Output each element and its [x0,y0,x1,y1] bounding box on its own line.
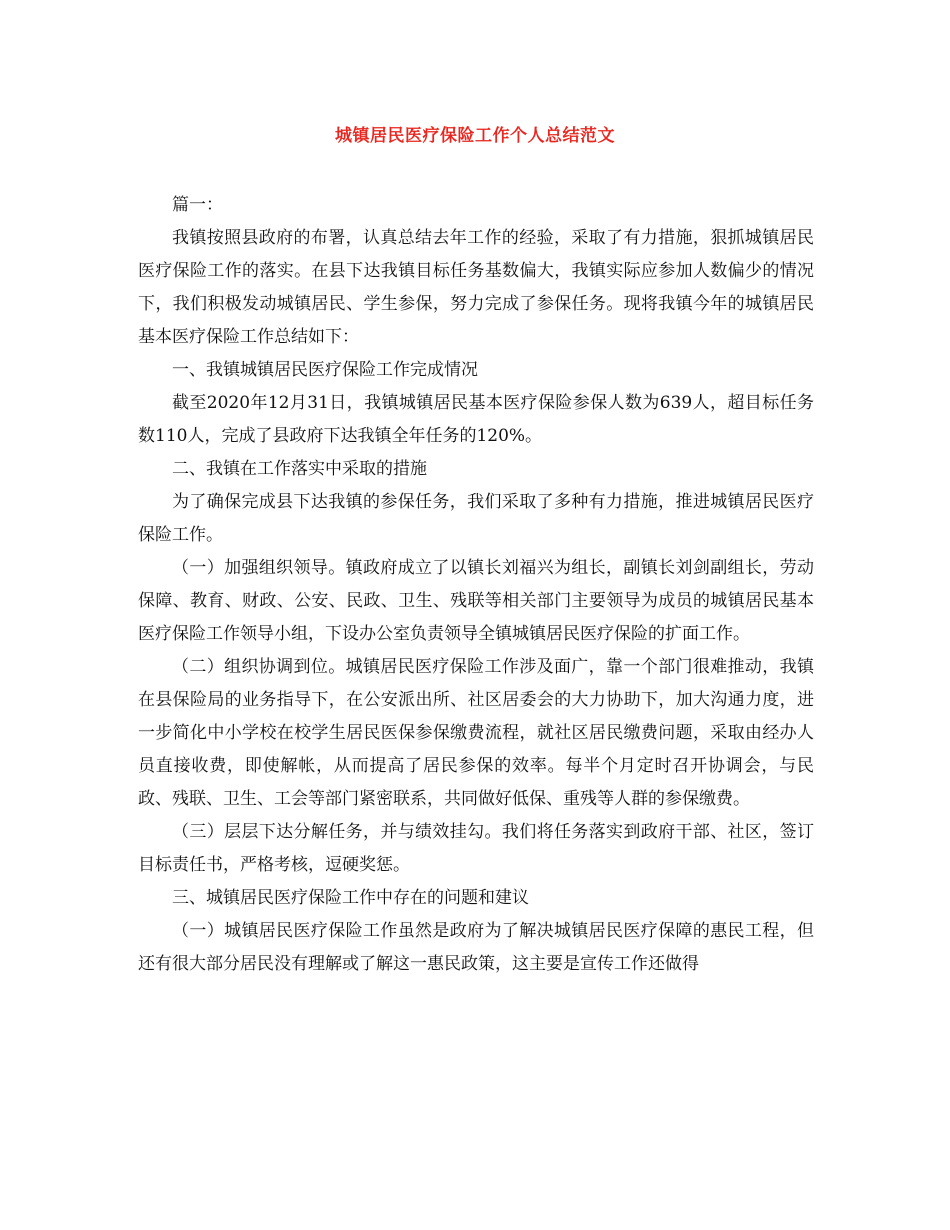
section-heading-1: 一、我镇城镇居民医疗保险工作完成情况 [172,360,478,380]
section-heading-2: 二、我镇在工作落实中采取的措施 [172,459,427,479]
document-body [138,189,814,981]
paragraph-measure-3: （三）层层下达分解任务，并与绩效挂勾。我们将任务落实到政府干部、社区，签订目标责任书，严格考核，逗硬奖惩。 [138,822,814,875]
paragraph-measure-2: （二）组织协调到位。城镇居民医疗保险工作涉及面广，靠一个部门很难推动，我镇在县保险局的业务指导下，在公安派出所、社区居委会的大力协助下，加大沟通力度，进一步简化中小学校在校学生居民医保参保缴费流程，就社区居民缴费问题，采取由经办人员直接收费，即使解帐，从而提高了居民参保的效率。每半个月定时召开协调会，与民政、残联、卫生、工会等部门紧密联系，共同做好低保、重残等人群的参保缴费。 [138,657,814,809]
paragraph-part-heading: 篇一： [172,195,223,215]
paragraph-intro: 我镇按照县政府的布署，认真总结去年工作的经验，采取了有力措施，狠抓城镇居民医疗保险工作的落实。在县下达我镇目标任务基数偏大，我镇实际应参加人数偏少的情况下，我们积极发动城镇居民、学生参保，努力完成了参保任务。现将我镇今年的城镇居民基本医疗保险工作总结如下： [138,228,814,347]
paragraph-completion: 截至2020年12月31日，我镇城镇居民基本医疗保险参保人数为639人，超目标任务数110人，完成了县政府下达我镇全年任务的120%。 [138,393,814,446]
document-title: 城镇居民医疗保险工作个人总结范文 [335,126,615,146]
paragraph-measures-intro: 为了确保完成县下达我镇的参保任务，我们采取了多种有力措施，推进城镇居民医疗保险工作。 [138,492,814,545]
paragraph-problem-1: （一）城镇居民医疗保险工作虽然是政府为了解决城镇居民医疗保障的惠民工程，但还有很大部分居民没有理解或了解这一惠民政策，这主要是宣传工作还做得 [138,921,814,974]
section-heading-3: 三、城镇居民医疗保险工作中存在的问题和建议 [172,888,529,908]
paragraph-measure-1: （一）加强组织领导。镇政府成立了以镇长刘福兴为组长，副镇长刘剑副组长，劳动保障、教育、财政、公安、民政、卫生、残联等相关部门主要领导为成员的城镇居民基本医疗保险工作领导小组，下设办公室负责领导全镇城镇居民医疗保险的扩面工作。 [138,558,814,644]
